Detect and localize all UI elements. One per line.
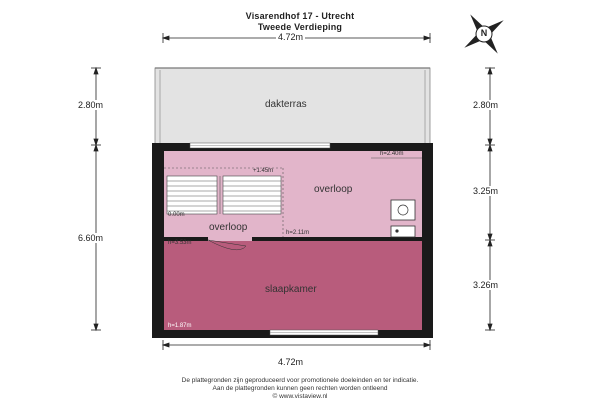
dim-left-terrace: 2.80m — [78, 100, 104, 110]
address-title: Visarendhof 17 - Utrecht — [245, 11, 355, 21]
dim-width-bottom: 4.72m — [278, 357, 304, 367]
height-bedroom-corner: h=1.87m — [168, 323, 192, 329]
height-stair-floor: 0.00m — [168, 212, 185, 218]
height-stair-top: +1.45m — [253, 168, 274, 174]
dim-right-lower: 3.26m — [473, 280, 499, 290]
room-label-landing-right: overloop — [314, 184, 353, 195]
height-landing-mid: h=2.11m — [286, 230, 310, 236]
footer-disclaimer: De plattegronden zijn geproduceerd voor promotionele doeleinden en ter indicatie. — [181, 377, 419, 384]
dim-width-top: 4.72m — [278, 32, 304, 42]
floor-title: Tweede Verdieping — [257, 22, 343, 32]
footer-rights: Aan de plattegronden kunnen geen rechten worden ontleend — [212, 385, 388, 392]
dim-left-total: 6.60m — [78, 233, 104, 243]
height-landing-right-corner: h=2.40m — [380, 151, 404, 157]
compass-north-label: N — [480, 28, 488, 38]
footer-credit: © www.vistaview.nl — [272, 393, 328, 400]
room-label-terrace: dakterras — [265, 99, 307, 110]
height-landing-left-corner: h=3.53m — [168, 240, 192, 246]
room-label-landing-left: overloop — [209, 222, 248, 233]
dim-right-terrace: 2.80m — [473, 100, 499, 110]
dim-right-upper: 3.25m — [473, 186, 499, 196]
room-label-bedroom: slaapkamer — [265, 284, 317, 295]
